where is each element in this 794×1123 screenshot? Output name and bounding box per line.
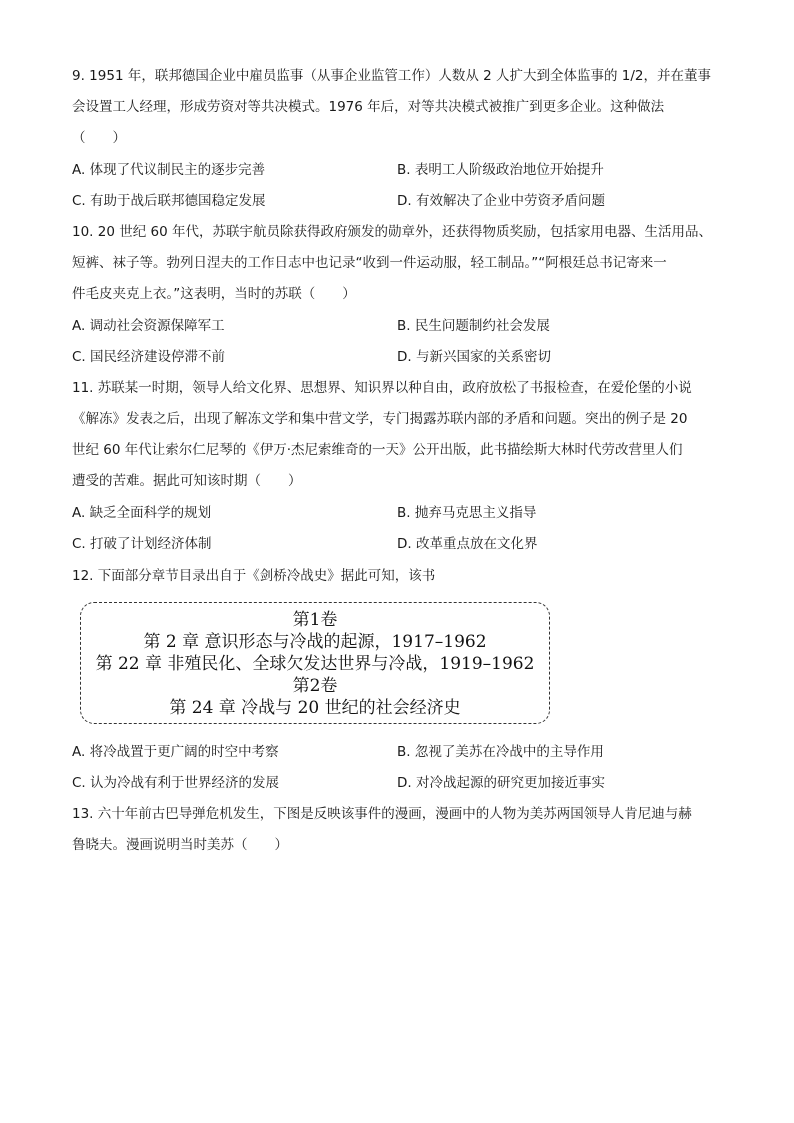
question-10-line-2: 短裤、袜子等。勃列日涅夫的工作日志中也记录“收到一件运动服，轻工制品。”“阿根廷总书记寄来一 xyxy=(72,255,667,271)
question-9-line-1: 9. 1951 年，联邦德国企业中雇员监事（从事企业监管工作）人数从 2 人扩大到全体监事的 1/2，并在董事 xyxy=(72,68,712,84)
question-10 xyxy=(72,217,732,310)
question-11-line-2: 《解冻》发表之后，出现了解冻文学和集中营文学，专门揭露苏联内部的矛盾和问题。突出的例子是 20 xyxy=(72,411,688,427)
question-12-option-c[interactable]: C. 认为冷战有利于世界经济的发展 xyxy=(72,775,280,791)
question-10-option-d[interactable]: D. 与新兴国家的关系密切 xyxy=(397,349,551,365)
question-11-option-b[interactable]: B. 抛弃马克思主义指导 xyxy=(397,505,537,521)
question-9-line-2: 会设置工人经理，形成劳资对等共决模式。1976 年后，对等共决模式被推广到更多企业。这种做法 xyxy=(72,99,665,115)
toc-chapter-2: 第 2 章 意识形态与冷战的起源，1917–1962 xyxy=(143,632,487,652)
question-13-line-1: 13. 六十年前古巴导弹危机发生，下图是反映该事件的漫画，漫画中的人物为美苏两国领导人肯尼迪与赫 xyxy=(72,806,692,822)
question-10-line-1: 10. 20 世纪 60 年代，苏联宇航员除获得政府颁发的勋章外，还获得物质奖励，包括家用电器、生活用品、 xyxy=(72,224,712,240)
question-11-line-3: 世纪 60 年代让索尔仁尼琴的《伊万·杰尼索维奇的一天》公开出版，此书描绘斯大林时代劳改营里人们 xyxy=(72,442,683,458)
question-11-option-a[interactable]: A. 缺乏全面科学的规划 xyxy=(72,505,212,521)
question-12-option-a[interactable]: A. 将冷战置于更广阔的时空中考察 xyxy=(72,744,279,760)
question-9-line-3: （ ） xyxy=(72,130,126,146)
question-11-option-c[interactable]: C. 打破了计划经济体制 xyxy=(72,536,212,552)
question-9 xyxy=(72,61,732,154)
question-11-options xyxy=(72,498,732,560)
question-9-option-c[interactable]: C. 有助于战后联邦德国稳定发展 xyxy=(72,193,266,209)
question-9-option-d[interactable]: D. 有效解决了企业中劳资矛盾问题 xyxy=(397,193,605,209)
toc-excerpt-box xyxy=(80,602,550,724)
question-10-line-3: 件毛皮夹克上衣。”这表明，当时的苏联（ ） xyxy=(72,286,356,302)
question-9-option-a[interactable]: A. 体现了代议制民主的逐步完善 xyxy=(72,162,266,178)
question-9-option-b[interactable]: B. 表明工人阶级政治地位开始提升 xyxy=(397,162,604,178)
question-13 xyxy=(72,799,732,861)
question-10-options xyxy=(72,311,732,373)
question-10-option-c[interactable]: C. 国民经济建设停滞不前 xyxy=(72,349,226,365)
question-11-line-4: 遭受的苦难。据此可知该时期（ ） xyxy=(72,473,302,489)
question-12-options xyxy=(72,737,732,799)
question-10-option-b[interactable]: B. 民生问题制约社会发展 xyxy=(397,318,550,334)
question-12-line-1: 12. 下面部分章节目录出自于《剑桥冷战史》据此可知，该书 xyxy=(72,568,436,584)
toc-volume-2: 第2卷 xyxy=(292,676,338,696)
question-10-option-a[interactable]: A. 调动社会资源保障军工 xyxy=(72,318,225,334)
question-12 xyxy=(72,561,732,592)
question-11 xyxy=(72,373,732,497)
toc-volume-1: 第1卷 xyxy=(292,610,338,630)
question-11-line-1: 11. 苏联某一时期，领导人给文化界、思想界、知识界以种自由，政府放松了书报检查，在爱伦堡的小说 xyxy=(72,380,692,396)
question-12-option-b[interactable]: B. 忽视了美苏在冷战中的主导作用 xyxy=(397,744,604,760)
question-11-option-d[interactable]: D. 改革重点放在文化界 xyxy=(397,536,538,552)
question-13-line-2: 鲁晓夫。漫画说明当时美苏（ ） xyxy=(72,837,288,853)
toc-chapter-22: 第 22 章 非殖民化、全球欠发达世界与冷战，1919–1962 xyxy=(95,654,535,674)
question-12-option-d[interactable]: D. 对冷战起源的研究更加接近事实 xyxy=(397,775,605,791)
question-9-options xyxy=(72,155,732,217)
toc-chapter-24: 第 24 章 冷战与 20 世纪的社会经济史 xyxy=(169,698,461,718)
